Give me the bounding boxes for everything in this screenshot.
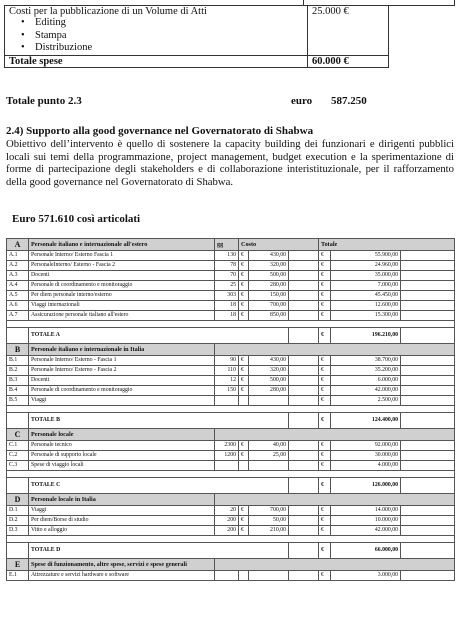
row-description: Personale di coordinamento e monitoraggio bbox=[29, 386, 215, 396]
row-cost-currency: € bbox=[239, 311, 249, 321]
row-total-currency: € bbox=[319, 451, 331, 461]
row-unit-cost: 25,00 bbox=[249, 451, 289, 461]
section-letter: E bbox=[7, 559, 29, 571]
row-spacer bbox=[289, 376, 319, 386]
row-unit-cost: 50,00 bbox=[249, 516, 289, 526]
row-total-currency: € bbox=[319, 281, 331, 291]
row-total-currency: € bbox=[319, 356, 331, 366]
row-code: A.7 bbox=[7, 311, 29, 321]
row-spacer bbox=[289, 301, 319, 311]
table-row bbox=[7, 516, 455, 526]
row-spacer bbox=[289, 366, 319, 376]
section-total-row bbox=[7, 413, 455, 429]
section-header-row bbox=[7, 429, 455, 441]
row-cost-currency: € bbox=[239, 356, 249, 366]
section-letter: B bbox=[7, 344, 29, 356]
row-spacer bbox=[289, 516, 319, 526]
row-spacer-end bbox=[401, 261, 455, 271]
row-spacer-end bbox=[401, 291, 455, 301]
spacer-row bbox=[7, 406, 455, 413]
row-days bbox=[215, 396, 239, 406]
table-row bbox=[7, 571, 455, 581]
row-days: 200 bbox=[215, 516, 239, 526]
table-row bbox=[7, 356, 455, 366]
row-cost-currency: € bbox=[239, 376, 249, 386]
row-unit-cost: 150,00 bbox=[249, 291, 289, 301]
row-code: A.6 bbox=[7, 301, 29, 311]
row-spacer bbox=[289, 291, 319, 301]
spacer-row bbox=[7, 321, 455, 328]
total-expenses-value: 60.000 € bbox=[312, 55, 349, 67]
row-days: 78 bbox=[215, 261, 239, 271]
total-spacer bbox=[401, 543, 455, 559]
row-total: 12.600,00 bbox=[331, 301, 401, 311]
row-spacer bbox=[289, 461, 319, 471]
row-unit-cost: 430,00 bbox=[249, 356, 289, 366]
row-code: B.3 bbox=[7, 376, 29, 386]
row-total: 14.000,00 bbox=[331, 506, 401, 516]
row-spacer-end bbox=[401, 271, 455, 281]
section-total-label: TOTALE A bbox=[29, 328, 289, 344]
row-total-currency: € bbox=[319, 311, 331, 321]
row-spacer-end bbox=[401, 506, 455, 516]
section-total-label: TOTALE B bbox=[29, 413, 289, 429]
total-spacer bbox=[7, 543, 29, 559]
row-description: Personale Interno/ Esterno - Fascia 2 bbox=[29, 366, 215, 376]
row-unit-cost: 320,00 bbox=[249, 261, 289, 271]
row-total-currency: € bbox=[319, 526, 331, 536]
total-spacer bbox=[401, 478, 455, 494]
row-spacer bbox=[289, 261, 319, 271]
section-total-value: 126.000,00 bbox=[331, 478, 401, 494]
table-row bbox=[7, 311, 455, 321]
row-spacer-end bbox=[401, 441, 455, 451]
total-expenses-row bbox=[5, 55, 388, 67]
row-spacer bbox=[289, 451, 319, 461]
row-spacer-end bbox=[401, 301, 455, 311]
row-code: A.5 bbox=[7, 291, 29, 301]
total-spacer bbox=[7, 328, 29, 344]
row-spacer-end bbox=[401, 376, 455, 386]
total-spacer bbox=[289, 328, 319, 344]
row-spacer bbox=[289, 441, 319, 451]
section-header-row bbox=[7, 344, 455, 356]
total-point-currency: euro bbox=[291, 95, 313, 107]
table-row bbox=[7, 451, 455, 461]
row-description: Attrezzature e servizi hardware e software bbox=[29, 571, 215, 581]
row-description: Per diem/Borse di studio bbox=[29, 516, 215, 526]
row-description: PersonaleInterno/ Esterno - Fascia 2 bbox=[29, 261, 215, 271]
publication-cost-value: 25.000 € bbox=[312, 6, 349, 17]
row-days bbox=[215, 461, 239, 471]
row-spacer bbox=[289, 386, 319, 396]
row-spacer bbox=[289, 251, 319, 261]
section-heading: 2.4) Supporto alla good governance nel Governatorato di Shabwa bbox=[6, 125, 314, 137]
total-spacer bbox=[401, 413, 455, 429]
col-header-gg: gg bbox=[215, 239, 239, 251]
table-row bbox=[7, 366, 455, 376]
row-spacer bbox=[289, 271, 319, 281]
row-code: D.3 bbox=[7, 526, 29, 536]
row-total-currency: € bbox=[319, 291, 331, 301]
row-unit-cost: 430,00 bbox=[249, 251, 289, 261]
section-title: Personale italiano e internazionale in Italia bbox=[29, 344, 215, 356]
row-total-currency: € bbox=[319, 571, 331, 581]
row-description: Vitto e alloggio bbox=[29, 526, 215, 536]
section-total-row bbox=[7, 478, 455, 494]
row-code: C.3 bbox=[7, 461, 29, 471]
row-days: 18 bbox=[215, 311, 239, 321]
row-spacer bbox=[289, 396, 319, 406]
row-cost-currency: € bbox=[239, 271, 249, 281]
total-spacer bbox=[7, 478, 29, 494]
section-title: Personale locale in Italia bbox=[29, 494, 215, 506]
row-code: A.2 bbox=[7, 261, 29, 271]
row-code: E.1 bbox=[7, 571, 29, 581]
row-total: 24.960,00 bbox=[331, 261, 401, 271]
row-spacer bbox=[289, 571, 319, 581]
row-code: A.4 bbox=[7, 281, 29, 291]
row-total: 42.000,00 bbox=[331, 526, 401, 536]
table-row bbox=[7, 441, 455, 451]
row-spacer-end bbox=[401, 516, 455, 526]
row-spacer bbox=[289, 526, 319, 536]
row-unit-cost: 850,00 bbox=[249, 311, 289, 321]
row-code: B.1 bbox=[7, 356, 29, 366]
row-cost-currency: € bbox=[239, 366, 249, 376]
section-total-label: TOTALE C bbox=[29, 478, 289, 494]
table-row bbox=[7, 386, 455, 396]
row-cost-currency: € bbox=[239, 506, 249, 516]
section-total-value: 124.400,00 bbox=[331, 413, 401, 429]
spacer-cell bbox=[7, 536, 455, 543]
row-description: Per diem personale interno/esterno bbox=[29, 291, 215, 301]
table-row bbox=[7, 271, 455, 281]
row-days: 70 bbox=[215, 271, 239, 281]
row-total-currency: € bbox=[319, 261, 331, 271]
section-title: Personale locale bbox=[29, 429, 215, 441]
row-unit-cost: 210,00 bbox=[249, 526, 289, 536]
row-total: 15.300,00 bbox=[331, 311, 401, 321]
row-unit-cost bbox=[249, 461, 289, 471]
row-description: Spese di viaggio locali bbox=[29, 461, 215, 471]
row-code: A.3 bbox=[7, 271, 29, 281]
publication-cost-label: Costi per la pubblicazione di un Volume di Atti bbox=[9, 6, 207, 17]
section-letter: C bbox=[7, 429, 29, 441]
row-code: A.1 bbox=[7, 251, 29, 261]
row-unit-cost bbox=[249, 571, 289, 581]
row-days: 2300 bbox=[215, 441, 239, 451]
section-header-row bbox=[7, 494, 455, 506]
row-code: D.2 bbox=[7, 516, 29, 526]
row-spacer-end bbox=[401, 311, 455, 321]
row-days: 1200 bbox=[215, 451, 239, 461]
section-header-fill bbox=[215, 429, 455, 441]
section-title: Personale italiano e internazionale all'estero bbox=[29, 239, 215, 251]
row-total: 35.000,00 bbox=[331, 271, 401, 281]
row-days: 90 bbox=[215, 356, 239, 366]
spacer-cell bbox=[7, 321, 455, 328]
row-spacer-end bbox=[401, 281, 455, 291]
bullet-item: • Stampa bbox=[35, 30, 303, 43]
row-cost-currency bbox=[239, 396, 249, 406]
row-spacer-end bbox=[401, 461, 455, 471]
row-total: 45.450,00 bbox=[331, 291, 401, 301]
row-total: 6.000,00 bbox=[331, 376, 401, 386]
row-spacer-end bbox=[401, 366, 455, 376]
section-amount: Euro 571.610 così articolati bbox=[12, 213, 141, 225]
row-spacer bbox=[289, 356, 319, 366]
row-cost-currency: € bbox=[239, 281, 249, 291]
budget-table bbox=[6, 238, 454, 581]
row-days: 303 bbox=[215, 291, 239, 301]
row-description: Personale di coordinamento e monitoraggio bbox=[29, 281, 215, 291]
row-total-currency: € bbox=[319, 396, 331, 406]
row-total: 35.200,00 bbox=[331, 366, 401, 376]
section-total-currency: € bbox=[319, 413, 331, 429]
row-cost-currency: € bbox=[239, 251, 249, 261]
section-header-row bbox=[7, 239, 455, 251]
publication-costs-table bbox=[4, 5, 389, 68]
row-unit-cost bbox=[249, 396, 289, 406]
row-days: 200 bbox=[215, 526, 239, 536]
row-unit-cost: 500,00 bbox=[249, 271, 289, 281]
row-total: 92.000,00 bbox=[331, 441, 401, 451]
row-description: Personale Interno/ Esterno - Fascia 1 bbox=[29, 356, 215, 366]
row-cost-currency: € bbox=[239, 261, 249, 271]
section-header-fill bbox=[215, 559, 455, 571]
section-total-row bbox=[7, 543, 455, 559]
row-total: 3.000,00 bbox=[331, 571, 401, 581]
row-code: D.1 bbox=[7, 506, 29, 516]
row-total-currency: € bbox=[319, 461, 331, 471]
row-unit-cost: 500,00 bbox=[249, 376, 289, 386]
total-spacer bbox=[289, 413, 319, 429]
table-row bbox=[7, 526, 455, 536]
row-spacer bbox=[289, 281, 319, 291]
row-spacer-end bbox=[401, 356, 455, 366]
row-description: Viaggi internazionali bbox=[29, 301, 215, 311]
row-cost-currency: € bbox=[239, 441, 249, 451]
table-row bbox=[7, 301, 455, 311]
row-cost-currency: € bbox=[239, 516, 249, 526]
row-spacer-end bbox=[401, 386, 455, 396]
row-total: 55.900,00 bbox=[331, 251, 401, 261]
row-unit-cost: 320,00 bbox=[249, 366, 289, 376]
row-unit-cost: 280,00 bbox=[249, 386, 289, 396]
total-spacer bbox=[289, 478, 319, 494]
row-description: Assicurazione personale italiano all'estero bbox=[29, 311, 215, 321]
total-point-label: Totale punto 2.3 bbox=[6, 95, 82, 107]
section-letter: D bbox=[7, 494, 29, 506]
row-days bbox=[215, 571, 239, 581]
row-days: 18 bbox=[215, 301, 239, 311]
table-row bbox=[7, 506, 455, 516]
total-spacer bbox=[289, 543, 319, 559]
total-spacer bbox=[401, 328, 455, 344]
row-description: Personale Interno/ Esterno Fascia 1 bbox=[29, 251, 215, 261]
row-total: 30.000,00 bbox=[331, 451, 401, 461]
spacer-cell bbox=[7, 406, 455, 413]
spacer-row bbox=[7, 471, 455, 478]
row-description: Personale tecnico bbox=[29, 441, 215, 451]
bullet-item: • Distribuzione bbox=[35, 42, 303, 55]
section-total-currency: € bbox=[319, 328, 331, 344]
total-point-value: 587.250 bbox=[331, 95, 367, 107]
row-days: 20 bbox=[215, 506, 239, 516]
row-days: 12 bbox=[215, 376, 239, 386]
row-unit-cost: 700,00 bbox=[249, 301, 289, 311]
section-total-row bbox=[7, 328, 455, 344]
row-total-currency: € bbox=[319, 301, 331, 311]
row-total-currency: € bbox=[319, 506, 331, 516]
row-cost-currency: € bbox=[239, 291, 249, 301]
row-code: B.5 bbox=[7, 396, 29, 406]
row-spacer-end bbox=[401, 571, 455, 581]
table-row bbox=[7, 291, 455, 301]
row-code: C.2 bbox=[7, 451, 29, 461]
row-total-currency: € bbox=[319, 366, 331, 376]
row-days: 150 bbox=[215, 386, 239, 396]
section-header-row bbox=[7, 559, 455, 571]
row-code: B.2 bbox=[7, 366, 29, 376]
table-row bbox=[7, 461, 455, 471]
row-cost-currency: € bbox=[239, 386, 249, 396]
spacer-cell bbox=[7, 471, 455, 478]
bullet-item: • Editing bbox=[35, 17, 303, 30]
col-header-totale: Totale bbox=[319, 239, 455, 251]
row-total-currency: € bbox=[319, 251, 331, 261]
table-row bbox=[7, 251, 455, 261]
row-total-currency: € bbox=[319, 271, 331, 281]
total-spacer bbox=[7, 413, 29, 429]
row-days: 25 bbox=[215, 281, 239, 291]
table-row bbox=[7, 396, 455, 406]
row-total-currency: € bbox=[319, 376, 331, 386]
row-total: 38.700,00 bbox=[331, 356, 401, 366]
section-total-currency: € bbox=[319, 543, 331, 559]
row-unit-cost: 700,00 bbox=[249, 506, 289, 516]
row-days: 110 bbox=[215, 366, 239, 376]
row-total-currency: € bbox=[319, 516, 331, 526]
row-days: 130 bbox=[215, 251, 239, 261]
section-body: Obiettivo dell’intervento è quello di sostenere la capacity building dei funzionari e dirigenti pubblici locali sui temi della programmazione, project management, budget execution e la sperimentazione di forme di partecipazione degli stakeholders e di collaborazione interistituzionale, per il rafforzamento della good governance nel Governatorato di Shabwa. bbox=[6, 138, 454, 188]
spacer-row bbox=[7, 536, 455, 543]
row-description: Viaggi bbox=[29, 506, 215, 516]
row-code: B.4 bbox=[7, 386, 29, 396]
row-total: 2.500,00 bbox=[331, 396, 401, 406]
section-title: Spese di funzionamento, altre spese, servizi e spese generali bbox=[29, 559, 215, 571]
section-header-fill bbox=[215, 494, 455, 506]
row-total: 4.000,00 bbox=[331, 461, 401, 471]
row-cost-currency: € bbox=[239, 451, 249, 461]
row-spacer-end bbox=[401, 251, 455, 261]
publication-cost-row bbox=[5, 5, 388, 55]
section-total-label: TOTALE D bbox=[29, 543, 289, 559]
total-expenses-label: Totale spese bbox=[5, 56, 308, 67]
row-description: Viaggi bbox=[29, 396, 215, 406]
section-total-currency: € bbox=[319, 478, 331, 494]
row-total: 10.000,00 bbox=[331, 516, 401, 526]
row-code: C.1 bbox=[7, 441, 29, 451]
section-total-value: 196.210,00 bbox=[331, 328, 401, 344]
row-spacer bbox=[289, 506, 319, 516]
row-description: Docenti bbox=[29, 376, 215, 386]
row-description: Personale di supporto locale bbox=[29, 451, 215, 461]
row-cost-currency: € bbox=[239, 301, 249, 311]
table-row bbox=[7, 281, 455, 291]
row-spacer-end bbox=[401, 526, 455, 536]
publication-bullets bbox=[9, 17, 303, 55]
row-description: Docenti bbox=[29, 271, 215, 281]
row-total: 42.000,00 bbox=[331, 386, 401, 396]
row-unit-cost: 40,00 bbox=[249, 441, 289, 451]
row-spacer-end bbox=[401, 451, 455, 461]
col-header-costo: Costo bbox=[239, 239, 319, 251]
row-unit-cost: 280,00 bbox=[249, 281, 289, 291]
row-total-currency: € bbox=[319, 386, 331, 396]
row-cost-currency bbox=[239, 461, 249, 471]
row-cost-currency: € bbox=[239, 526, 249, 536]
row-spacer bbox=[289, 311, 319, 321]
row-total-currency: € bbox=[319, 441, 331, 451]
section-header-fill bbox=[215, 344, 455, 356]
table-row bbox=[7, 376, 455, 386]
section-total-value: 66.000,00 bbox=[331, 543, 401, 559]
section-letter: A bbox=[7, 239, 29, 251]
row-cost-currency bbox=[239, 571, 249, 581]
row-spacer-end bbox=[401, 396, 455, 406]
row-total: 7.000,00 bbox=[331, 281, 401, 291]
table-row bbox=[7, 261, 455, 271]
